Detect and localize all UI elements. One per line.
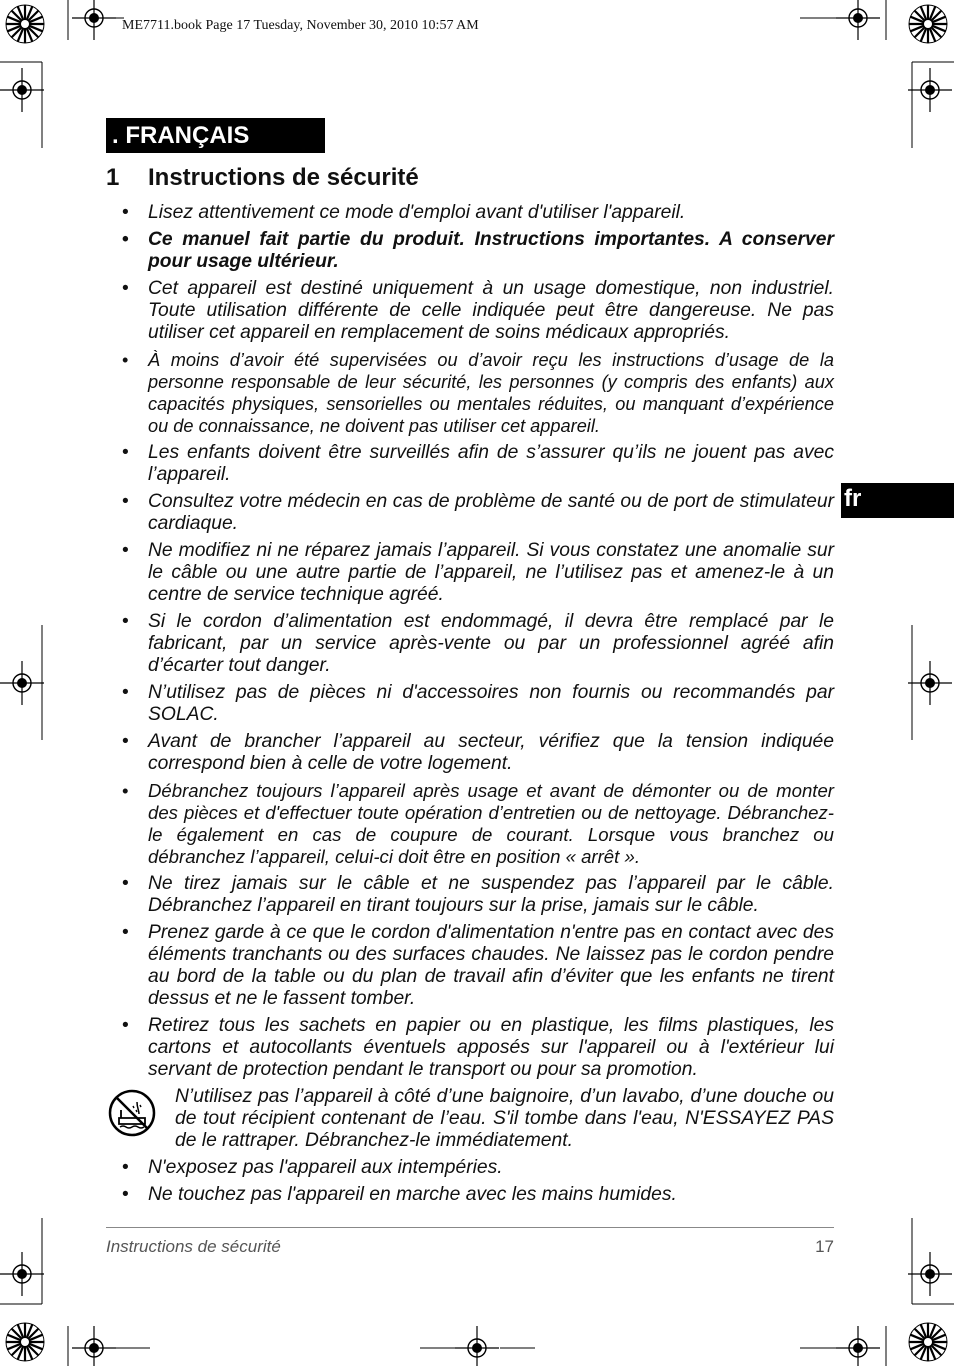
- instruction-text: N'exposez pas l'appareil aux intempéries.: [148, 1157, 503, 1178]
- bullet: •: [122, 611, 129, 632]
- instruction-item: [122, 349, 834, 437]
- bullet: •: [122, 731, 129, 752]
- bullet: •: [122, 442, 129, 463]
- instruction-item: [122, 731, 834, 775]
- instruction-item: [122, 1184, 834, 1206]
- instruction-text: N’utilisez pas de pièces ni d'accessoires non fournis ou recommandés par SOLAC.: [148, 682, 834, 725]
- instruction-text: Débranchez toujours l’appareil après usage et avant de démonter ou de monter des pièces et d'effectuer toute opération d’entretien ou de nettoyage. Débranchez-le également en cas de coupure de courant. Lorsque vous branchez ou débranchez l’appareil, celui-ci doit être en position « arrêt ».: [148, 780, 834, 867]
- water-warning: [107, 1086, 834, 1152]
- instruction-item: [122, 780, 834, 868]
- footer-divider: [106, 1227, 834, 1228]
- instruction-text: Ce manuel fait partie du produit. Instructions importantes. A conserver pour usage ultérieur.: [148, 229, 834, 272]
- instruction-item: [122, 1015, 834, 1081]
- language-banner: . FRANÇAIS: [106, 118, 325, 153]
- instruction-text: Retirez tous les sachets en papier ou en plastique, les films plastiques, les cartons et autocollants éventuels apposés sur l'appareil ou à l'extérieur lui servant de protection pendant le transport ou pour sa promotion.: [148, 1015, 834, 1080]
- instruction-text: Les enfants doivent être surveillés afin de s’assurer qu’ils ne jouent pas avec l’appareil.: [148, 442, 834, 485]
- bullet: •: [122, 491, 129, 512]
- instruction-text: Ne tirez jamais sur le câble et ne suspendez pas l’appareil par le câble. Débranchez l’appareil en tirant toujours sur la prise, jamais sur le câble.: [148, 873, 834, 916]
- instruction-text: À moins d’avoir été supervisées ou d’avoir reçu les instructions d’usage de la personne responsable de leur sécurité, les personnes (y compris des enfants) aux capacités physiques, sensorielles ou mentales réduites, ou manquant d’expérience ou de connaissance, ne doivent pas utiliser cet appareil.: [148, 350, 834, 436]
- instruction-text: Ne modifiez ni ne réparez jamais l’appareil. Si vous constatez une anomalie sur le câble ou une autre partie de l’appareil, ne l’utilisez pas et amenez-le à un centre de service technique agréé.: [148, 540, 834, 605]
- safety-instructions: [122, 202, 834, 1211]
- bullet: •: [122, 229, 129, 250]
- instruction-item: [122, 229, 834, 273]
- instruction-item: [122, 873, 834, 917]
- instruction-item: [122, 202, 834, 224]
- instruction-text: Consultez votre médecin en cas de problème de santé ou de port de stimulateur cardiaque.: [148, 491, 834, 534]
- instruction-item: [122, 278, 834, 344]
- instruction-text: Cet appareil est destiné uniquement à un usage domestique, non industriel. Toute utilisation différente de celle indiquée peut être dangereuse. Ne pas utiliser cet appareil en remplacement de soins médicaux appropriés.: [148, 278, 834, 343]
- instruction-text: Prenez garde à ce que le cordon d'alimentation n'entre pas en contact avec des éléments tranchants ou des surfaces chaudes. Ne laissez pas le cordon pendre au bord de la table ou du plan de travail afin d’éviter que les enfants ne tirent dessus et ne le fassent tomber.: [148, 922, 834, 1009]
- language-tab: fr: [841, 483, 954, 518]
- warning-text: N’utilisez pas l’appareil à côté d’une baignoire, d’un lavabo, d’une douche ou de tout récipient contenant de l’eau. S'il tombe dans l'eau, N'ESSAYEZ PAS de le rattraper. Débranchez-le immédiatement.: [175, 1086, 834, 1151]
- section-title: [106, 164, 419, 192]
- no-water-bath-icon: [107, 1088, 157, 1138]
- section-title-text: Instructions de sécurité: [148, 164, 419, 191]
- bullet: •: [122, 873, 129, 894]
- book-file-info: ME7711.book Page 17 Tuesday, November 30, 2010 10:57 AM: [122, 18, 479, 33]
- bullet: •: [122, 350, 129, 370]
- bullet: •: [122, 540, 129, 561]
- instruction-text: Si le cordon d’alimentation est endommagé, il devra être remplacé par le fabricant, par un service après-vente ou par un professionnel agréé afin d’écarter tout danger.: [148, 611, 834, 676]
- instruction-item: [122, 1157, 834, 1179]
- bullet: •: [122, 682, 129, 703]
- bullet: •: [122, 278, 129, 299]
- bullet: •: [122, 1157, 129, 1178]
- instruction-item: [122, 611, 834, 677]
- bullet: •: [122, 922, 129, 943]
- footer-section-name: Instructions de sécurité: [106, 1237, 281, 1256]
- instruction-item: [122, 922, 834, 1010]
- page-number: 17: [815, 1237, 834, 1256]
- instruction-item: [122, 682, 834, 726]
- section-number: 1: [106, 164, 120, 191]
- instruction-text: Avant de brancher l’appareil au secteur, vérifiez que la tension indiquée correspond bien à celle de votre logement.: [148, 731, 834, 774]
- bullet: •: [122, 202, 129, 223]
- instruction-text: Lisez attentivement ce mode d'emploi avant d'utiliser l'appareil.: [148, 202, 686, 223]
- instruction-item: [122, 442, 834, 486]
- instruction-item: [122, 540, 834, 606]
- bullet: •: [122, 780, 129, 801]
- instruction-item: [122, 491, 834, 535]
- bullet: •: [122, 1015, 129, 1036]
- bullet: •: [122, 1184, 129, 1205]
- instruction-text: Ne touchez pas l'appareil en marche avec les mains humides.: [148, 1184, 677, 1205]
